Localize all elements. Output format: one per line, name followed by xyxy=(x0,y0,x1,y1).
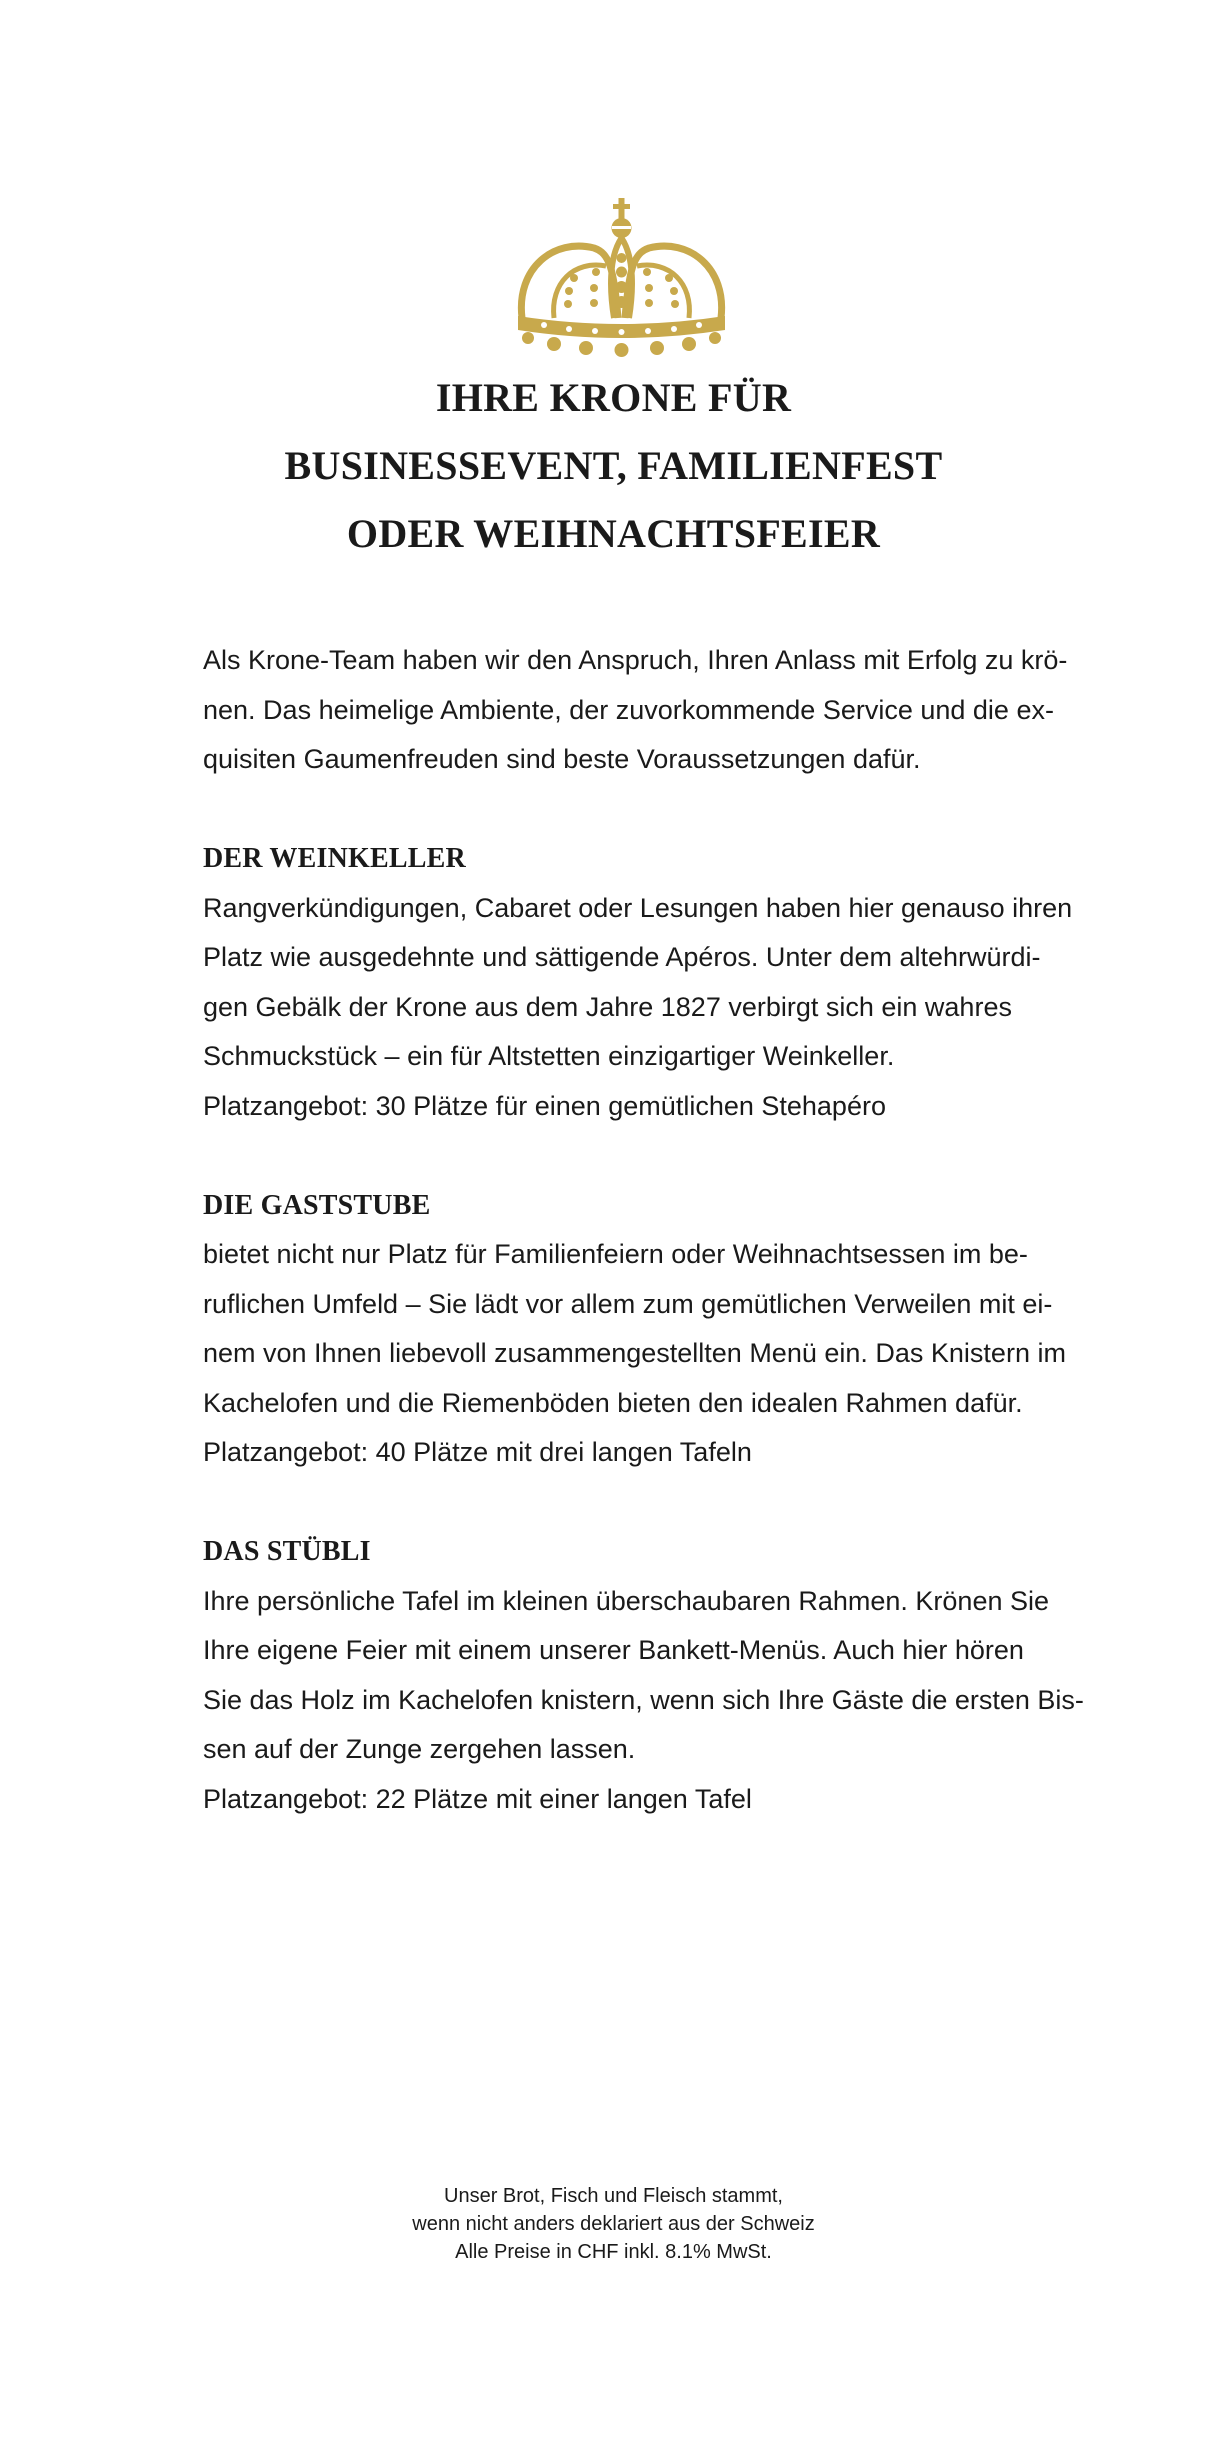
section-line: ruflichen Umfeld – Sie lädt vor allem zum gemütlichen Verweilen mit ei- xyxy=(203,1288,1053,1319)
section-heading: DER WEINKELLER xyxy=(203,843,466,874)
section-gaststube xyxy=(203,1181,1066,1478)
footer-line: Alle Preise in CHF inkl. 8.1% MwSt. xyxy=(455,2241,772,2263)
section-weinkeller xyxy=(203,834,1073,1131)
section-heading: DAS STÜBLI xyxy=(203,1536,371,1567)
section-line: Ihre persönliche Tafel im kleinen überschaubaren Rahmen. Krönen Sie xyxy=(203,1585,1050,1616)
footer-line: wenn nicht anders deklariert aus der Schweiz xyxy=(412,2213,815,2235)
intro-line: quisiten Gaumenfreuden sind beste Voraussetzungen dafür. xyxy=(203,744,921,774)
title-line: ODER WEIHNACHTSFEIER xyxy=(346,511,881,556)
main-content xyxy=(203,636,1084,1824)
section-capacity: Platzangebot: 22 Plätze mit einer langen Tafel xyxy=(203,1783,752,1814)
section-line: bietet nicht nur Platz für Familienfeiern oder Weihnachtsessen im be- xyxy=(203,1239,1028,1269)
section-line: gen Gebälk der Krone aus dem Jahre 1827 verbirgt sich ein wahres xyxy=(203,991,1012,1022)
section-line: Kachelofen und die Riemenböden bieten den idealen Rahmen dafür. xyxy=(203,1387,1023,1418)
section-line: Platz wie ausgedehnte und sättigende Apéros. Unter dem altehrwürdi- xyxy=(203,942,1041,972)
title-line: BUSINESSEVENT, FAMILIENFEST xyxy=(284,443,943,488)
page-title xyxy=(0,364,1227,568)
section-line: Rangverkündigungen, Cabaret oder Lesungen haben hier genauso ihren xyxy=(203,892,1073,923)
section-line: nem von Ihnen liebevoll zusammengestellten Menü ein. Das Knistern im xyxy=(203,1338,1066,1368)
section-line: Ihre eigene Feier mit einem unserer Bankett-Menüs. Auch hier hören xyxy=(203,1635,1024,1665)
section-line: Schmuckstück – ein für Altstetten einzigartiger Weinkeller. xyxy=(203,1041,895,1071)
intro-paragraph xyxy=(203,636,1068,785)
footer-note xyxy=(0,2182,1227,2266)
section-line: sen auf der Zunge zergehen lassen. xyxy=(203,1734,636,1764)
footer-line: Unser Brot, Fisch und Fleisch stammt, xyxy=(444,2185,783,2207)
section-stuebli xyxy=(203,1527,1084,1824)
section-heading: DIE GASTSTUBE xyxy=(203,1189,431,1221)
section-capacity: Platzangebot: 30 Plätze für einen gemütlichen Stehapéro xyxy=(203,1090,886,1121)
intro-line: nen. Das heimelige Ambiente, der zuvorkommende Service und die ex- xyxy=(203,694,1054,725)
section-line: Sie das Holz im Kachelofen knistern, wenn sich Ihre Gäste die ersten Bis- xyxy=(203,1684,1084,1715)
section-capacity: Platzangebot: 40 Plätze mit drei langen Tafeln xyxy=(203,1437,752,1467)
title-line: IHRE KRONE FÜR xyxy=(435,375,792,420)
intro-line: Als Krone-Team haben wir den Anspruch, Ihren Anlass mit Erfolg zu krö- xyxy=(203,645,1068,675)
crown-icon xyxy=(514,198,729,358)
